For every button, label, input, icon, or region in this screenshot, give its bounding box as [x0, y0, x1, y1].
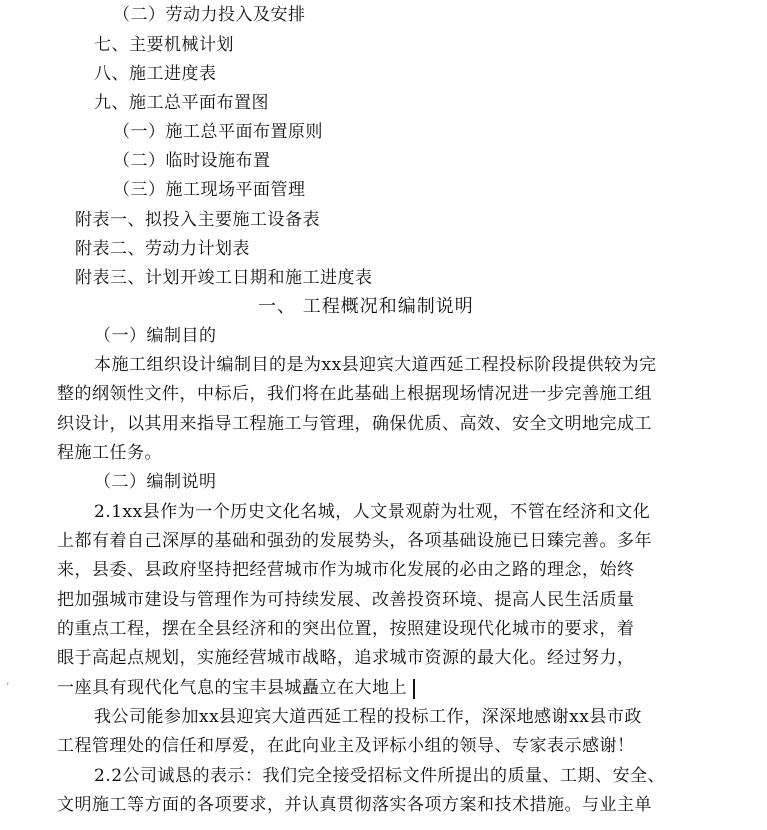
margin-marker-icon: ’ — [6, 682, 10, 693]
paragraph-line: 织设计，以其用来指导工程施工与管理，确保优质、高效、安全文明地完成工 — [57, 414, 652, 434]
paragraph-line-with-cursor[interactable] — [57, 678, 415, 699]
toc-item-site-management: （三）施工现场平面管理 — [113, 180, 306, 200]
paragraph-line: 2.1xx县作为一个历史文化名城，人文景观蔚为壮观，不管在经济和文化 — [94, 502, 651, 522]
toc-appendix-equipment: 附表一、拟投入主要施工设备表 — [75, 210, 320, 230]
toc-item-schedule: 八、施工进度表 — [94, 64, 217, 84]
toc-appendix-dates: 附表三、计划开竣工日期和施工进度表 — [75, 268, 373, 288]
paragraph-line: 眼于高起点规划，实施经营城市战略，追求城市资源的最大化。经过努力， — [57, 648, 635, 668]
text-cursor — [413, 679, 415, 699]
subsection-title-explanation: （二）编制说明 — [94, 472, 217, 492]
toc-appendix-labor: 附表二、劳动力计划表 — [75, 239, 250, 259]
subsection-title-purpose: （一）编制目的 — [94, 326, 217, 346]
paragraph-line: 整的纲领性文件，中标后，我们将在此基础上根据现场情况进一步完善施工组 — [57, 384, 652, 404]
paragraph-line: 工程管理处的信任和厚爱，在此向业主及评标小组的领导、专家表示感谢！ — [57, 736, 635, 756]
paragraph-line: 的重点工程，摆在全县经济和的突出位置，按照建设现代化城市的要求，着 — [57, 619, 635, 639]
paragraph-line: 我公司能参加xx县迎宾大道西延工程的投标工作，深深地感谢xx县市政 — [94, 707, 642, 727]
paragraph-line: 上都有着自己深厚的基础和强劲的发展势头，各项基础设施已日臻完善。多年 — [57, 531, 652, 551]
toc-item-machinery-plan: 七、主要机械计划 — [94, 35, 234, 55]
toc-item-layout-principles: （一）施工总平面布置原则 — [113, 122, 323, 142]
paragraph-line: 来，县委、县政府坚持把经营城市作为城市化发展的必由之路的理念，始终 — [57, 560, 635, 580]
toc-item-labor-arrangement: （二）劳动力投入及安排 — [113, 5, 306, 25]
toc-item-site-layout: 九、施工总平面布置图 — [94, 93, 269, 113]
toc-item-temporary-facilities: （二）临时设施布置 — [113, 151, 271, 171]
paragraph-line: 文明施工等方面的各项要求，并认真贯彻落实各项方案和技术措施。与业主单 — [57, 795, 652, 815]
paragraph-line: 一座具有现代化气息的宝丰县城矗立在大地上 — [57, 678, 407, 698]
paragraph-line: 把加强城市建设与管理作为可持续发展、改善投资环境、提高人民生活质量 — [57, 590, 635, 610]
paragraph-line: 程施工任务。 — [57, 443, 162, 463]
paragraph-line: 本施工组织设计编制目的是为xx县迎宾大道西延工程投标阶段提供较为完 — [94, 355, 657, 375]
paragraph-line: 2.2公司诚恳的表示：我们完全接受招标文件所提出的质量、工期、安全、 — [94, 766, 666, 786]
section-title: 一、 工程概况和编制说明 — [258, 296, 474, 317]
